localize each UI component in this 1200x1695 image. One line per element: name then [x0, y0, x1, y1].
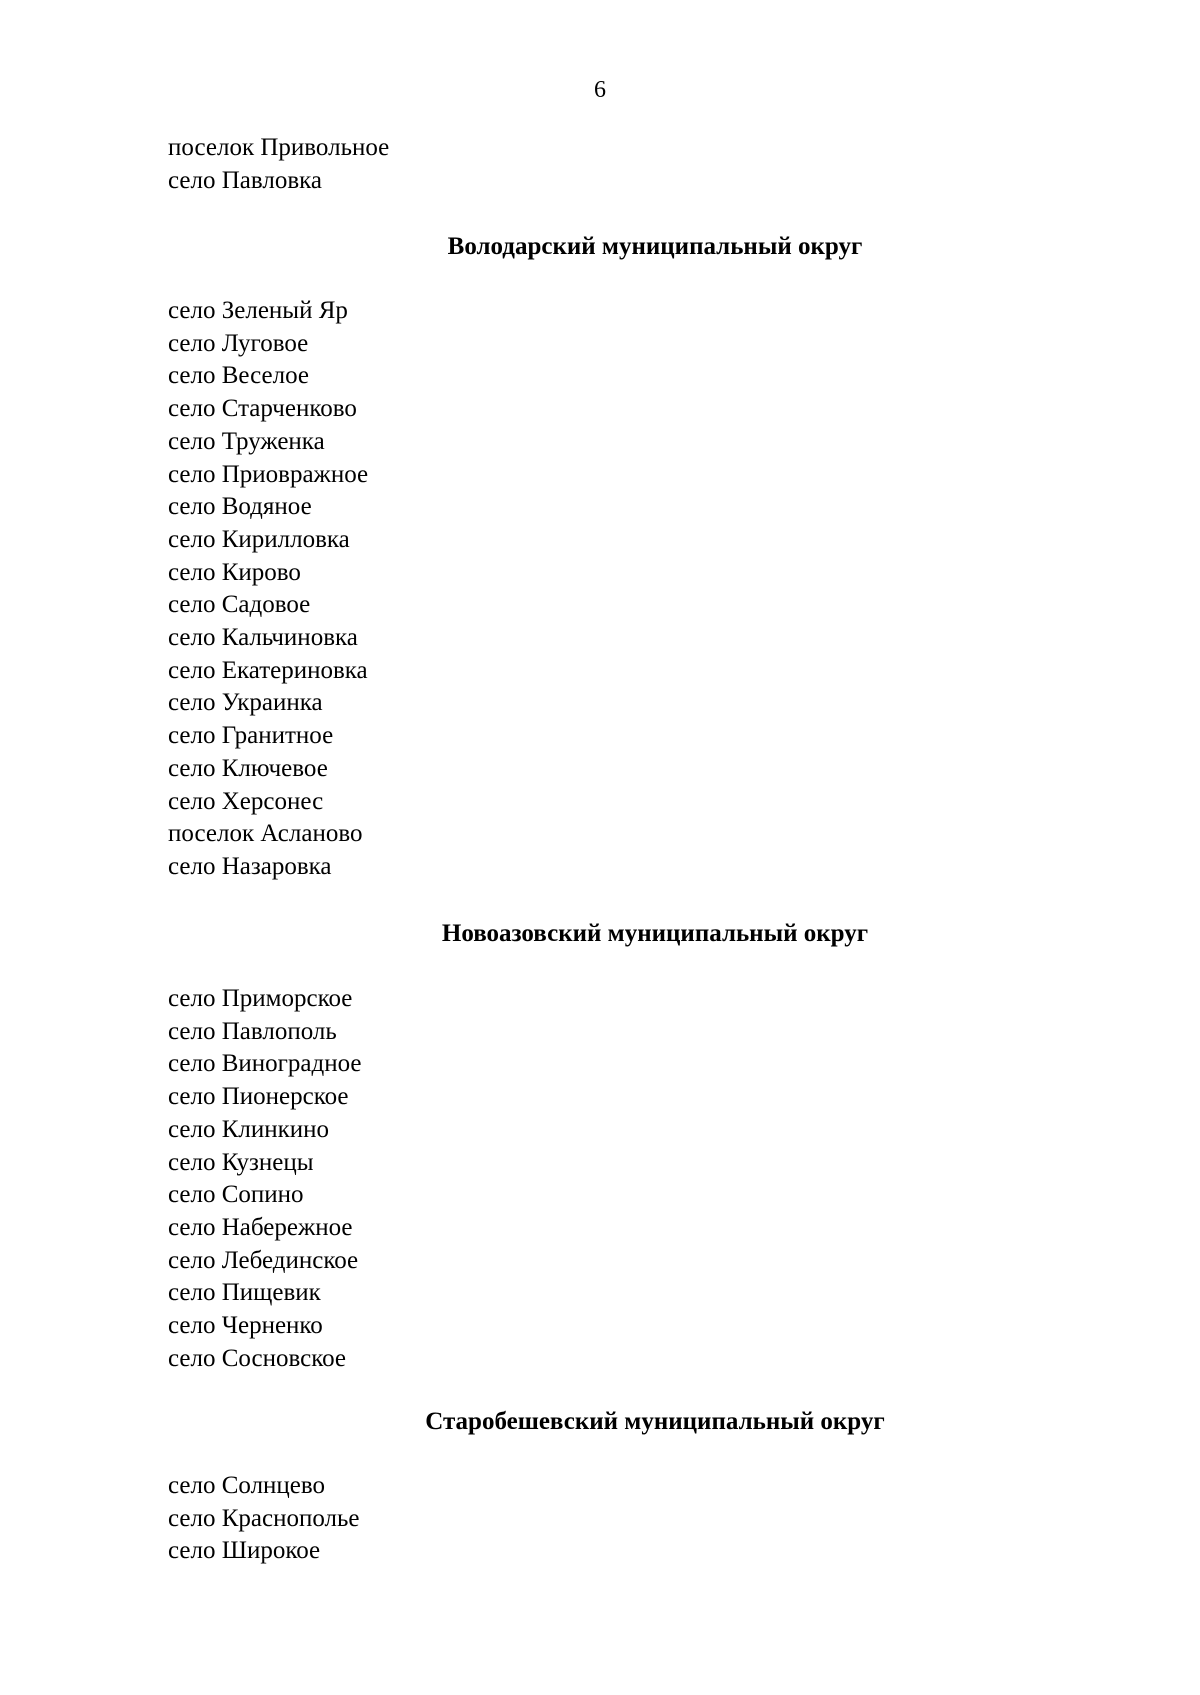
list-item: село Павлополь: [168, 1017, 337, 1045]
list-item: село Луговое: [168, 329, 309, 357]
list-item: поселок Привольное: [168, 134, 390, 161]
list-item: село Широкое: [168, 1537, 321, 1565]
list-item: село Ключевое: [168, 754, 328, 782]
page-number: 6: [594, 77, 606, 103]
settlement-list-novoazovsky: [168, 983, 362, 1375]
list-item: село Труженка: [168, 427, 325, 455]
list-item: село Виноградное: [168, 1050, 362, 1078]
list-item: село Екатериновка: [168, 656, 368, 684]
list-item: село Солнцево: [168, 1472, 326, 1499]
list-item: село Старченково: [168, 395, 357, 423]
list-item: село Водяное: [168, 493, 312, 521]
list-item: село Лебединское: [168, 1246, 359, 1274]
intro-list: [168, 132, 389, 197]
settlement-list-volodarsky: [168, 295, 368, 884]
list-item: село Набережное: [168, 1213, 353, 1241]
list-item: село Кирово: [168, 558, 301, 586]
section-heading-novoazovsky: Новоазовский муниципальный округ: [441, 920, 869, 947]
list-item: поселок Асланово: [168, 820, 363, 848]
list-item: село Зеленый Яр: [168, 297, 348, 324]
list-item: село Кальчиновка: [168, 624, 358, 652]
list-item: село Украинка: [168, 689, 323, 717]
list-item: село Павловка: [168, 166, 322, 194]
list-item: село Пионерское: [168, 1083, 349, 1111]
list-item: село Пищевик: [168, 1279, 321, 1307]
list-item: село Херсонес: [168, 787, 324, 815]
list-item: село Кирилловка: [168, 525, 350, 553]
list-item: село Клинкино: [168, 1115, 330, 1143]
list-item: село Веселое: [168, 362, 309, 390]
list-item: село Кузнецы: [168, 1148, 314, 1176]
section-heading-volodarsky: Володарский муниципальный округ: [447, 233, 863, 260]
list-item: село Гранитное: [168, 722, 334, 750]
list-item: село Садовое: [168, 591, 311, 619]
list-item: село Черненко: [168, 1312, 323, 1340]
section-heading-starobeshevsky: Старобешевский муниципальный округ: [425, 1408, 885, 1435]
settlement-list-starobeshevsky: [168, 1470, 360, 1568]
list-item: село Приовражное: [168, 460, 369, 488]
list-item: село Приморское: [168, 985, 353, 1012]
list-item: село Сосновское: [168, 1344, 347, 1372]
list-item: село Краснополье: [168, 1504, 360, 1532]
list-item: село Назаровка: [168, 852, 332, 880]
list-item: село Сопино: [168, 1181, 304, 1209]
